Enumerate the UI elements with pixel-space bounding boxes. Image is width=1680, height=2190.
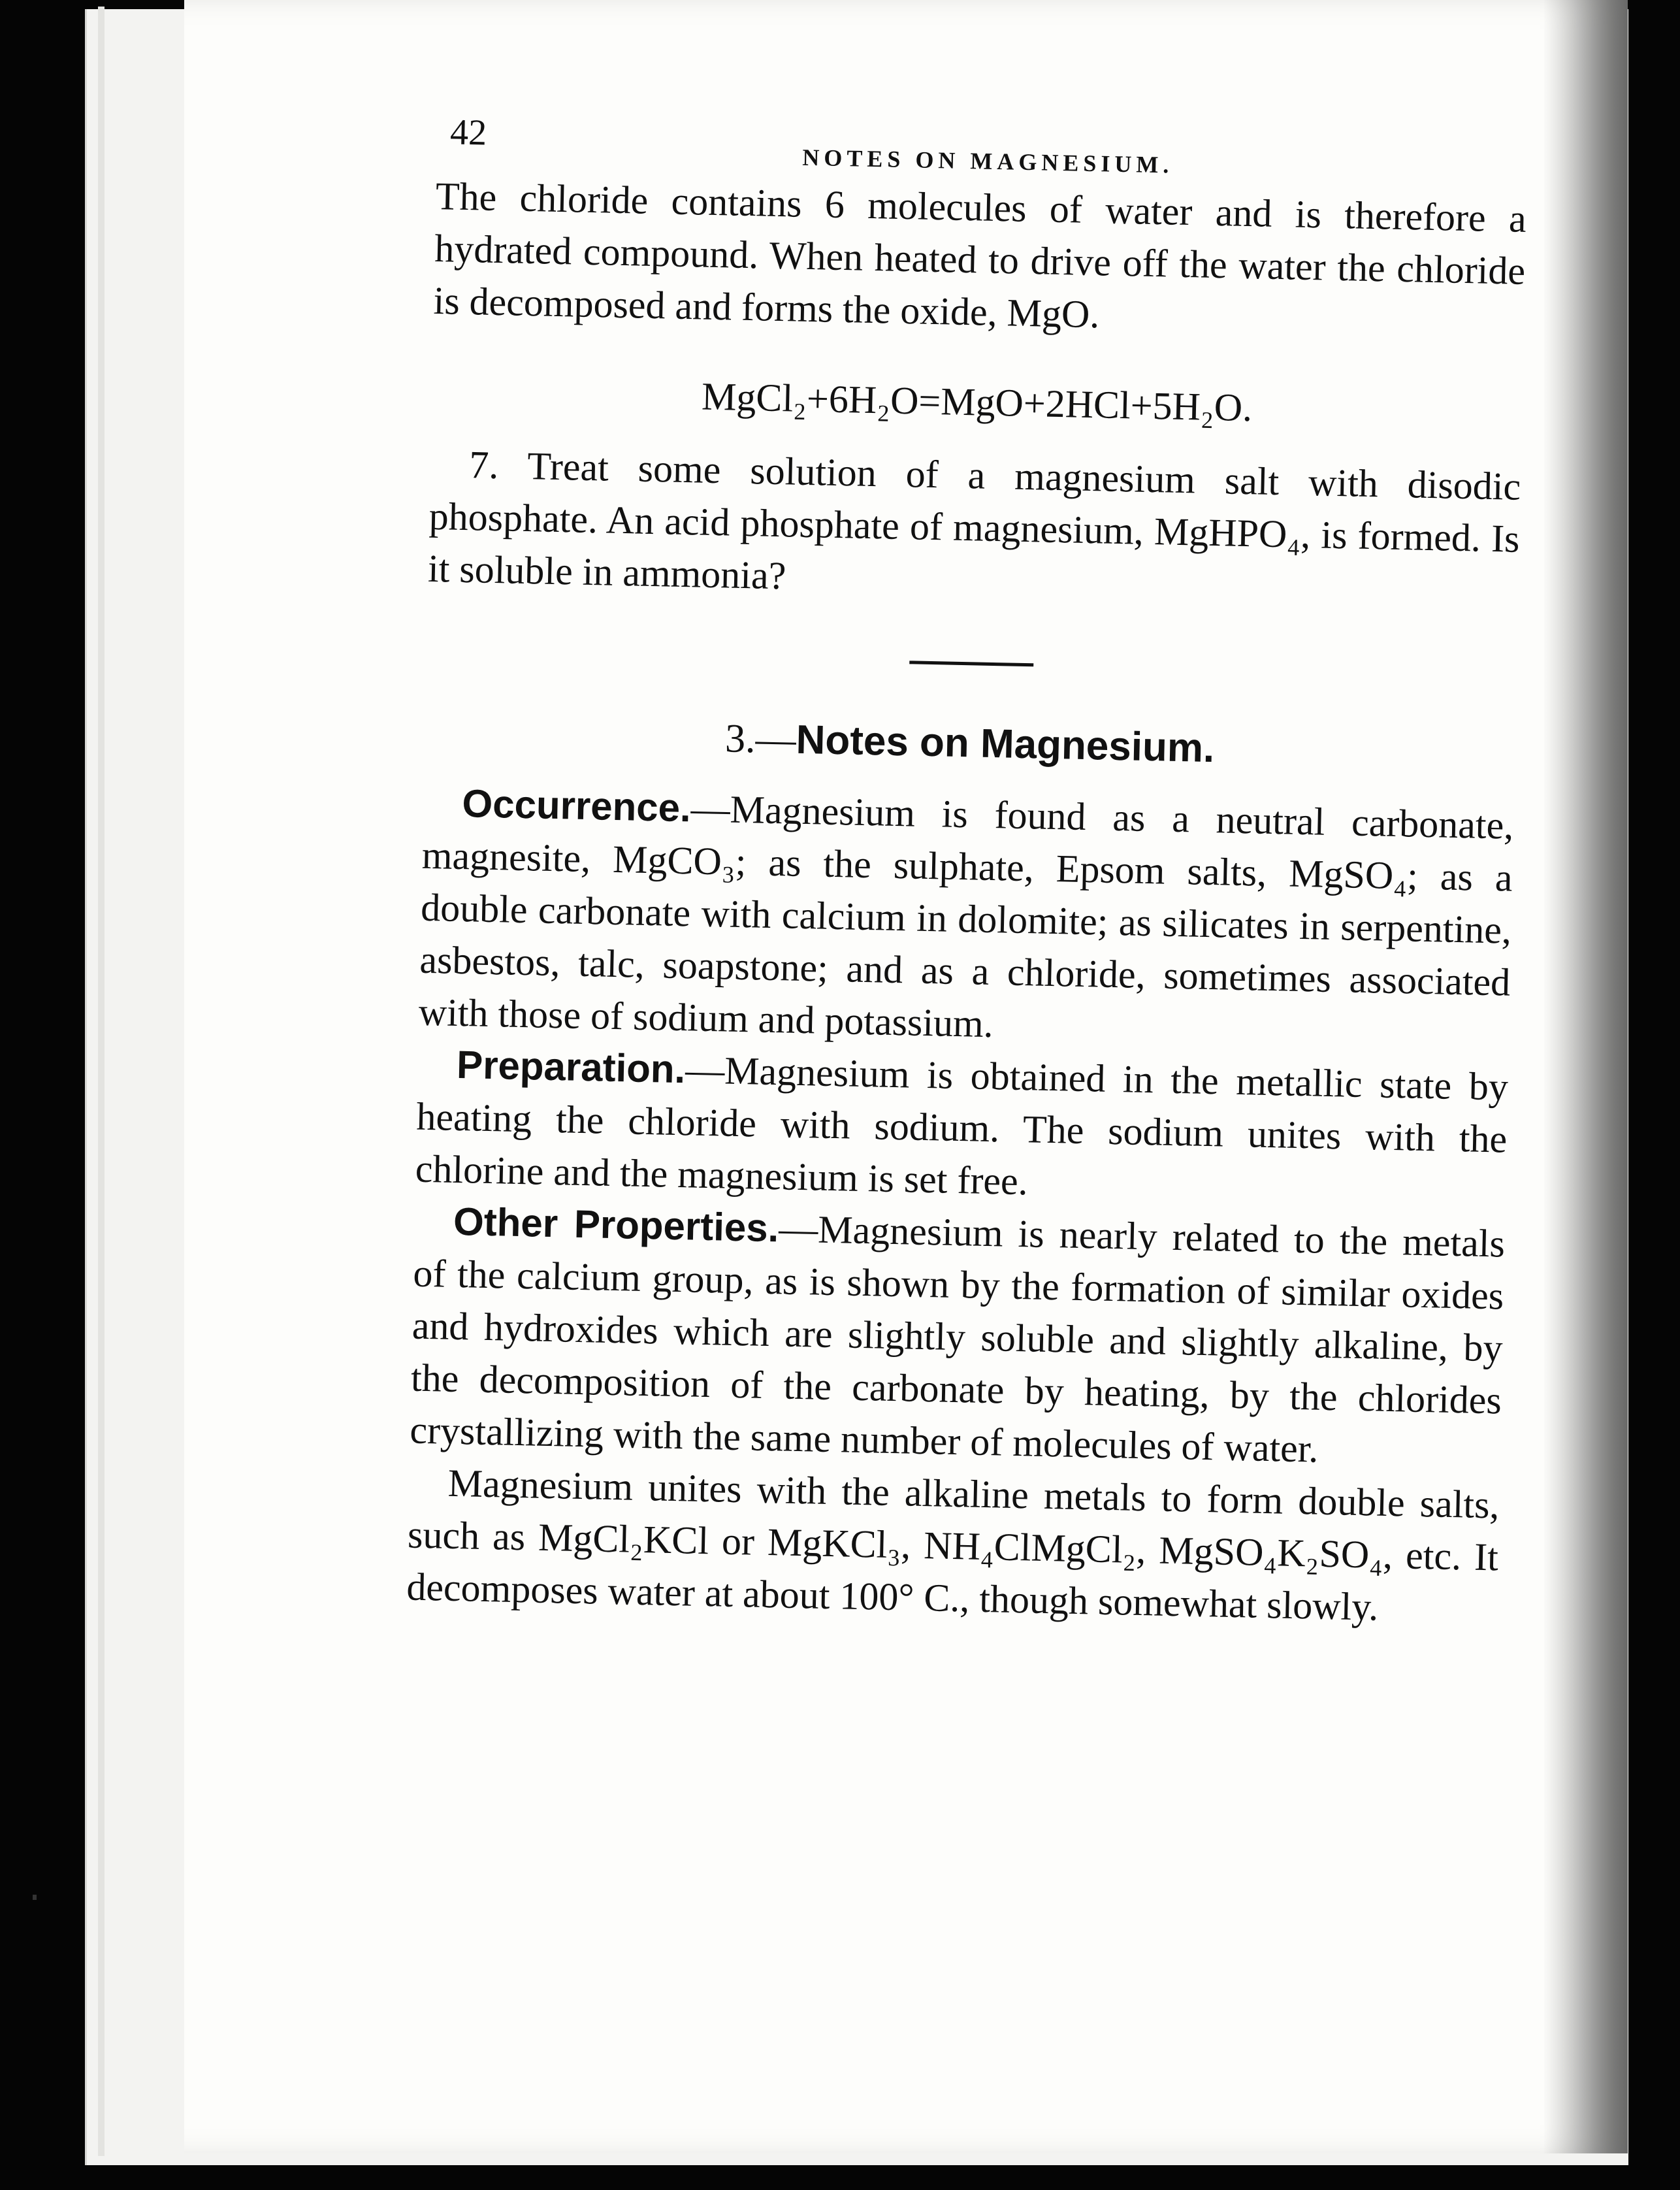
page-edges (98, 7, 105, 2156)
page-content (406, 105, 1528, 1635)
other-properties-text: —Magnesium is nearly related to the metals of the calcium group, as is shown by the formation of similar oxides and hydroxides which are slightly soluble and slightly alkaline, by the decomposition of the carbonate by heating, by the chlorides crystallizing with the same number of molecules of water. (409, 1207, 1506, 1471)
preparation-text: —Magnesium is obtained in the metallic state by heating the chloride with sodium. The sodium unites with the chlorine and the magnesium is set free. (415, 1048, 1509, 1203)
preparation-paragraph (415, 1038, 1509, 1218)
section-number: 3.— (724, 716, 797, 762)
running-head: NOTES ON MAGNESIUM. (802, 144, 1174, 178)
occurrence-heading: Occurrence. (461, 781, 692, 830)
page-number: 42 (449, 112, 487, 154)
equation: MgCl₂+6H₂O=MgO+2HCl+5H₂O. (701, 374, 1253, 430)
preparation-heading: Preparation. (456, 1042, 686, 1092)
section-divider (909, 661, 1033, 666)
other-properties-paragraph (410, 1195, 1506, 1479)
scan-mark (33, 1895, 37, 1900)
section-heading: Notes on Magnesium. (795, 717, 1215, 772)
section-title (424, 706, 1515, 781)
binding-shadow (1543, 0, 1628, 2153)
exercise-7: 7. Treat some solution of a magnesium salt with disodic phosphate. An acid phosphate of magnesium, MgHPO₄, is formed. Is it soluble in ammonia? (427, 443, 1521, 598)
paragraph-chloride: The chloride contains 6 molecules of water and is therefore a hydrated compound. When heated to drive off the water the chloride is decomposed and forms the oxide, MgO. (433, 174, 1527, 336)
other-properties-heading: Other Properties. (453, 1199, 780, 1250)
closing-paragraph: Magnesium unites with the alkaline metals to form double salts, such as MgCl₂KCl or MgKCl₃, NH₄ClMgCl₂, MgSO₄K₂SO₄, etc. It decomposes water at about 100° C., though somewhat slowly. (406, 1461, 1500, 1629)
occurrence-text: —Magnesium is found as a neutral carbonate, magnesite, MgCO₃; as the sulphate, Epsom salts, MgSO₄; as a double carbonate with calcium in dolomite; as silicates in serpentine, asbestos, talc, soapstone; and as a chloride, sometimes associated with those of sodium and potassium. (418, 787, 1514, 1046)
occurrence-paragraph (418, 777, 1514, 1061)
